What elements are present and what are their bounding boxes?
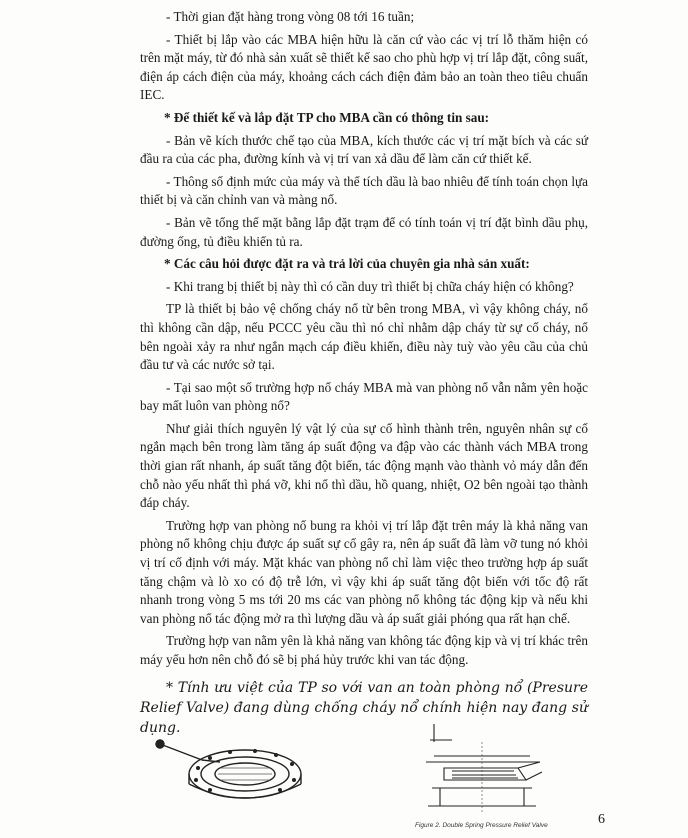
body-text	[140, 8, 588, 742]
page-number: 6	[598, 812, 605, 827]
paragraph-layout: - Bản vẽ tổng thể mặt bằng lắp đặt trạm để có tính toán vị trí đặt bình dầu phụ, đường ống, tủ điều khiển tủ ra.	[140, 214, 588, 249]
paragraph-answer-4: Trường hợp van nằm yên là khả năng van không tác động kịp và vị trí khác trên máy yếu hơn nên chỗ đó sẽ bị phá hủy trước khi van tác động.	[140, 633, 588, 667]
paragraph-installation: - Thiết bị lắp vào các MBA hiện hữu là căn cứ vào các vị trí lỗ thăm hiện có trên mặt máy, từ đó nhà sản xuất sẽ thiết kế sao cho phù hợp vị trí lắp đặt, công suất, điện áp cách điện của máy, khoảng cách cách điện đảm bảo an toàn theo tiêu chuẩn IEC.	[140, 31, 588, 103]
paragraph-ratings: - Thông số định mức của máy và thể tích dầu là bao nhiêu để tính toán chọn lựa thiết bị và căn chỉnh van và màng nổ.	[140, 173, 588, 208]
heading-advantages: * Tính ưu việt của TP so với van an toàn phòng nổ (Presure Relief Valve) đang dùng chống cháy nổ chính hiện nay đang sử dụng.	[140, 679, 588, 736]
paragraph-drawings: - Bản vẽ kích thước chế tạo của MBA, kích thước các vị trí mặt bích và các sứ đầu ra của các pha, đường kính và vị trí van xả dầu để làm căn cứ thiết kế.	[140, 132, 588, 167]
paragraph-answer-2: Như giải thích nguyên lý vật lý của sự cố hình thành trên, nguyên nhân sự cố ngắn mạch bên trong làm tăng áp suất động va đập vào các thành vách MBA trong thời gian rất nhanh, áp suất tăng đột biến, tác động mạnh vào thành vỏ máy dẫn đến chỗ nào yếu nhất thì phá vỡ, khi nổ thì dầu, hồ quang, nhiệt, O2 bên ngoài tạo thành đáp cháy.	[140, 420, 588, 511]
paragraph-question-1: - Khi trang bị thiết bị này thì có cần duy trì thiết bị chữa cháy hiện có không?	[166, 278, 574, 294]
paragraph-answer-3: Trường hợp van phòng nổ bung ra khỏi vị trí lắp đặt trên máy là khả năng van phòng nổ không chịu được áp suất sự cố gây ra, nên áp suất đã làm vỡ tung nó khỏi vị trí cố định với máy. Mặt khác van phòng nổ chỉ làm việc theo trường hợp áp suất tăng chậm và lò xo có độ trễ lớn, vì vậy khi áp suất tăng đột biến với tốc độ rất nhanh trong vòng 5 ms tới 20 ms các van phòng nổ không tác động kịp và nếu khi van phòng nổ tác động mở ra thì lượng dầu và áp suất giải phóng qua rất hạn chế.	[140, 517, 588, 626]
valve-figure-right	[422, 722, 552, 818]
valve-figure-left	[150, 728, 310, 810]
paragraph-answer-1: TP là thiết bị bảo vệ chống cháy nổ từ bên trong MBA, vì vậy không cháy, nổ thì không cần dập, nếu PCCC yêu cầu thì nó chỉ nhằm dập cháy từ sự cố cháy, nổ bên ngoài xảy ra như ngắn mạch cáp điều khiển, điều này tuỳ vào yêu cầu của chủ đầu tư và các nước sở tại.	[140, 301, 588, 373]
heading-questions: * Các câu hỏi được đặt ra và trả lời của chuyên gia nhà sản xuất:	[164, 256, 530, 272]
figure-caption: Figure 2. Double Spring Pressure Relief Valve	[415, 822, 548, 829]
heading-design-info: * Để thiết kế và lắp đặt TP cho MBA cần có thông tin sau:	[164, 109, 490, 125]
paragraph-lead-time: - Thời gian đặt hàng trong vòng 08 tới 16 tuần;	[166, 9, 415, 24]
paragraph-question-2: - Tại sao một số trường hợp nổ cháy MBA mà van phòng nổ vẫn nằm yên hoặc bay mất luôn van phòng nổ?	[140, 379, 588, 414]
